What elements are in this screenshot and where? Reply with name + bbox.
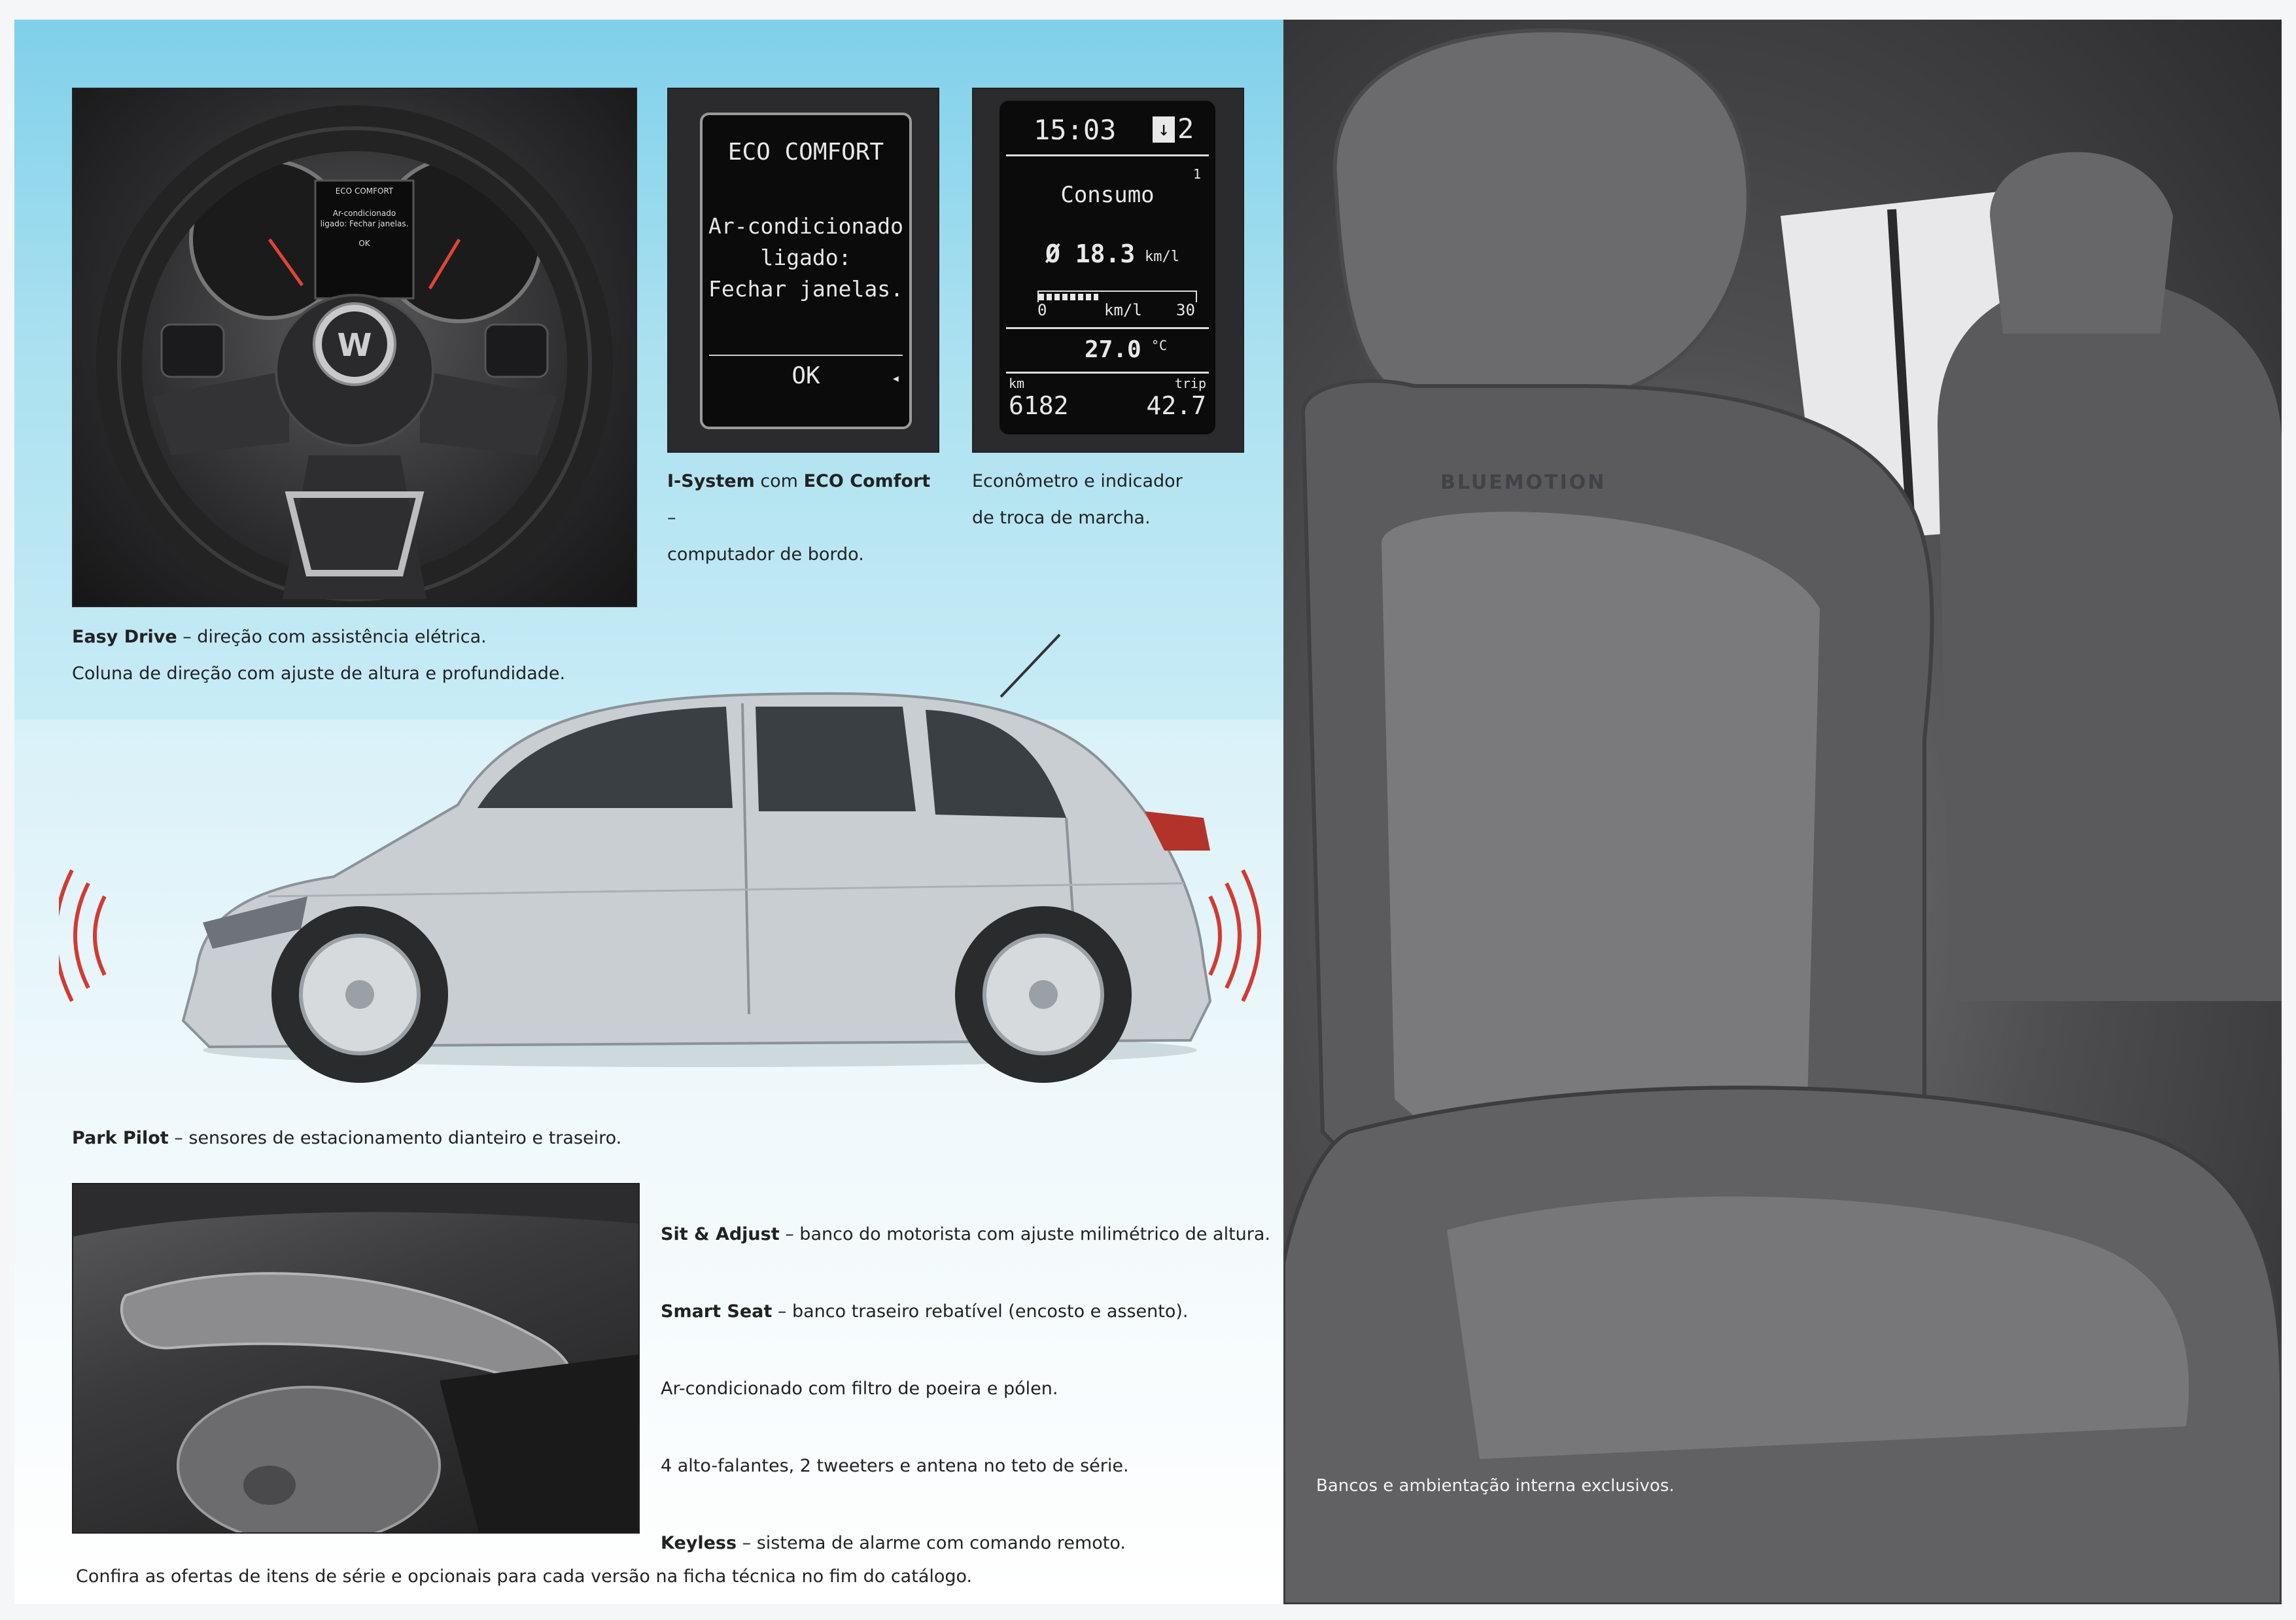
consumption-label: Consumo	[1060, 182, 1155, 208]
consumption-display-photo	[972, 88, 1244, 453]
isystem-caption-eco: ECO Comfort	[803, 471, 931, 491]
rear-sensor-waves-icon	[1210, 870, 1259, 1001]
isystem-caption-mid: com	[754, 471, 804, 491]
seat-lever-illustration	[73, 1184, 638, 1532]
seat-illustration	[1283, 20, 2282, 1604]
isystem-caption-line2: computador de bordo.	[667, 544, 864, 565]
isystem-caption-dash: –	[667, 508, 676, 528]
steering-wheel-photo	[72, 88, 637, 607]
isystem-caption-bold: I-System	[667, 471, 755, 491]
keyless-bold: Keyless	[661, 1533, 737, 1553]
trip-value: 42.7	[1146, 391, 1206, 420]
sit-adjust-item	[661, 1196, 1282, 1273]
front-sensor-waves-icon	[59, 870, 105, 1001]
smart-seat-bold: Smart Seat	[661, 1301, 773, 1322]
eco-comfort-ok-button: OK	[791, 362, 820, 389]
temperature-unit: °C	[1151, 338, 1168, 353]
smart-seat-item	[661, 1273, 1282, 1350]
econometer-caption-line2: de troca de marcha.	[972, 508, 1151, 528]
scale-min: 0	[1037, 301, 1047, 319]
keyless-rest: – sistema de alarme com comando remoto.	[737, 1533, 1126, 1553]
mini-display-ok: OK	[358, 239, 370, 248]
park-pilot-rest: – sensores de estacionamento dianteiro e traseiro.	[168, 1128, 622, 1148]
bluemotion-embroidery: BLUEMOTION	[1440, 471, 1607, 494]
steering-wheel-illustration	[73, 89, 636, 606]
gear-down-icon: ↓	[1153, 116, 1175, 143]
ok-arrow-icon: ◂	[891, 370, 900, 387]
lcd-divider-1	[1006, 154, 1209, 156]
svg-text:W: W	[337, 327, 372, 364]
consumption-index: 1	[1192, 166, 1201, 182]
scale-unit: km/l	[1104, 301, 1142, 319]
eco-comfort-message-2: ligado:	[760, 245, 852, 270]
consumption-lcd	[1000, 101, 1215, 434]
eco-comfort-display-photo	[667, 88, 939, 453]
isystem-caption-line1	[667, 463, 942, 537]
eco-comfort-title: ECO COMFORT	[727, 139, 884, 166]
consumption-unit: km/l	[1145, 249, 1179, 265]
seat-photo	[1283, 20, 2282, 1604]
econometer-caption-line1: Econômetro e indicador	[972, 471, 1183, 491]
smart-seat-rest: – banco traseiro rebatível (encosto e assento).	[772, 1301, 1189, 1322]
clock-time: 15:03	[1034, 114, 1117, 146]
seat-lever-photo	[72, 1183, 640, 1534]
km-label: km	[1009, 376, 1025, 391]
mini-display-text: Ar-condicionado ligado: Fechar janelas.	[320, 209, 409, 228]
trip-label: trip	[1174, 376, 1206, 391]
lcd-divider-3	[1006, 372, 1209, 374]
econometer-caption	[972, 463, 1247, 537]
scale-max: 30	[1176, 301, 1195, 319]
feature-list	[661, 1196, 1282, 1582]
easy-drive-rest: – direção com assistência elétrica.	[177, 627, 487, 647]
consumption-value: Ø 18.3	[1045, 239, 1136, 268]
eco-comfort-lcd	[700, 113, 912, 429]
isystem-caption	[667, 463, 942, 573]
steering-mini-display	[319, 186, 410, 297]
eco-comfort-message-3: Fechar janelas.	[708, 276, 903, 302]
speakers-item: 4 alto-falantes, 2 tweeters e antena no teto de série.	[661, 1456, 1129, 1476]
ac-item: Ar-condicionado com filtro de poeira e pólen.	[661, 1379, 1058, 1399]
park-pilot-bold: Park Pilot	[72, 1128, 169, 1148]
easy-drive-line2: Coluna de direção com ajuste de altura e profundidade.	[72, 663, 566, 684]
easy-drive-bold: Easy Drive	[72, 627, 177, 647]
temperature-value: 27.0	[1085, 336, 1141, 363]
eco-comfort-divider	[709, 355, 903, 356]
gear-number: 2	[1177, 113, 1194, 145]
mini-display-title: ECO COMFORT	[335, 186, 394, 196]
sit-adjust-rest: – banco do motorista com ajuste milimétrico de altura.	[779, 1224, 1271, 1244]
sit-adjust-bold: Sit & Adjust	[661, 1224, 780, 1244]
eco-comfort-message-1: Ar-condicionado	[708, 213, 903, 239]
km-value: 6182	[1009, 391, 1069, 420]
lcd-divider-2	[1006, 327, 1209, 329]
car-side-illustration	[59, 622, 1262, 1106]
consumption-bar-fill	[1039, 294, 1098, 300]
footer-note: Confira as ofertas de itens de série e opcionais para cada versão na ficha técnica no fim do catálogo.	[76, 1566, 973, 1587]
park-pilot-caption	[72, 1120, 857, 1157]
seat-caption: Bancos e ambientação interna exclusivos.	[1316, 1476, 1675, 1496]
